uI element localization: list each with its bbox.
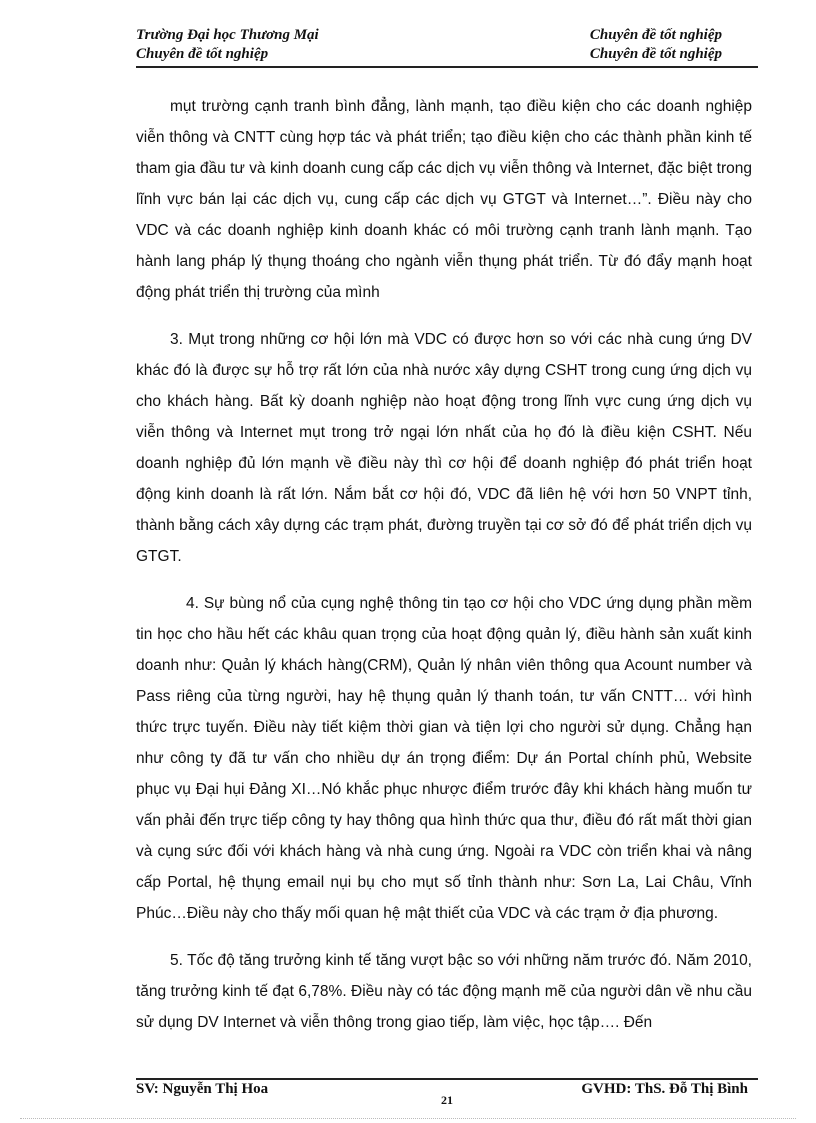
header-doc-type-right-1: Chuyên đề tốt nghiệp — [589, 27, 722, 43]
footer-supervisor: GVHD: ThS. Đỗ Thị Bình — [581, 1081, 748, 1097]
paragraph-4: 4. Sự bùng nổ của cụng nghệ thông tin tạo cơ hội cho VDC ứng dụng phần mềm tin học cho hầu hết các khâu quan trọng của hoạt động quản lý, điều hành sản xuất kinh doanh như: Quản lý khách hàng(CRM), Quản lý nhân viên thông qua Acount number và Pass riêng của từng người, hay hệ thụng quản lý thanh toán, tư vấn CNTT… với hình thức trực tuyến. Điều này tiết kiệm thời gian và tiện lợi cho người sử dụng. Chẳng hạn như công ty đã tư vấn cho nhiều dự án trọng điểm: Dự án Portal chính phủ, Website phục vụ Đại hụi Đảng XI…Nó khắc phục nhược điểm trước đây khi khách hàng muốn tư vấn phải đến trực tiếp công ty hay thông qua hình thức qua thư, điều đó rất mất thời gian và cụng sức đối với khách hàng và nhà cung ứng. Ngoài ra VDC còn triển khai và nâng cấp Portal, hệ thụng email nụi bụ cho mụt số tỉnh thành như: Sơn La, Lai Châu, Vĩnh Phúc…Điều này cho thấy mối quan hệ mật thiết của VDC và các trạm ở địa phương. — [136, 595, 752, 922]
document-body — [136, 91, 752, 1054]
paragraph-5: 5. Tốc độ tăng trưởng kinh tế tăng vượt bậc so với những năm trước đó. Năm 2010, tăng trưởng kinh tế đạt 6,78%. Điều này có tác động mạnh mẽ của người dân về nhu cầu sử dụng DV Internet và viễn thông trong giao tiếp, làm việc, học tập…. Đến — [136, 952, 752, 1031]
header-right — [590, 26, 722, 64]
bottom-dotted-line — [20, 1118, 796, 1119]
header-school-name: Trường Đại học Thương Mại — [136, 27, 319, 43]
paragraph-intro: mụt trường cạnh tranh bình đẳng, lành mạnh, tạo điều kiện cho các doanh nghiệp viễn thông và CNTT cùng hợp tác và phát triển; tạo điều kiện cho các thành phần kinh tế tham gia đầu tư và kinh doanh cung cấp các dịch vụ viễn thông và Internet, đặc biệt trong lĩnh vực bán lại các dịch vụ, cung cấp các dịch vụ GTGT và Internet…”. Điều này cho VDC và các doanh nghiệp kinh doanh khác có môi trường cạnh tranh lành mạnh. Tạo hành lang pháp lý thụng thoáng cho ngành viễn thụng phát triển. Từ đó đẩy mạnh hoạt động phát triển thị trường của mình — [136, 98, 752, 301]
header-doc-type-left: Chuyên đề tốt nghiệp — [136, 46, 269, 62]
footer-divider — [136, 1078, 758, 1080]
page-footer — [136, 1081, 758, 1107]
paragraph-3: 3. Mụt trong những cơ hội lớn mà VDC có được hơn so với các nhà cung ứng DV khác đó là được sự hỗ trợ rất lớn của nhà nước xây dựng CSHT trong cung ứng dịch vụ cho khách hàng. Bất kỳ doanh nghiệp nào hoạt động trong lĩnh vực cung ứng dịch vụ viễn thông và Internet mụt trong trở ngại lớn nhất của họ đó là điều kiện CSHT. Nếu doanh nghiệp đủ lớn mạnh về điều này thì cơ hội để doanh nghiệp đó phát triển hoạt động kinh doanh là rất lớn. Nắm bắt cơ hội đó, VDC đã liên hệ với hơn 50 VNPT tỉnh, thành bằng cách xây dựng các trạm phát, đường truyền tại cơ sở đó để phát triển dịch vụ GTGT. — [136, 331, 752, 565]
header-doc-type-right-2: Chuyên đề tốt nghiệp — [589, 46, 722, 62]
page-header — [136, 24, 758, 68]
footer-student: SV: Nguyễn Thị Hoa — [136, 1081, 269, 1097]
page-number: 21 — [441, 1093, 453, 1107]
header-left — [136, 26, 319, 64]
